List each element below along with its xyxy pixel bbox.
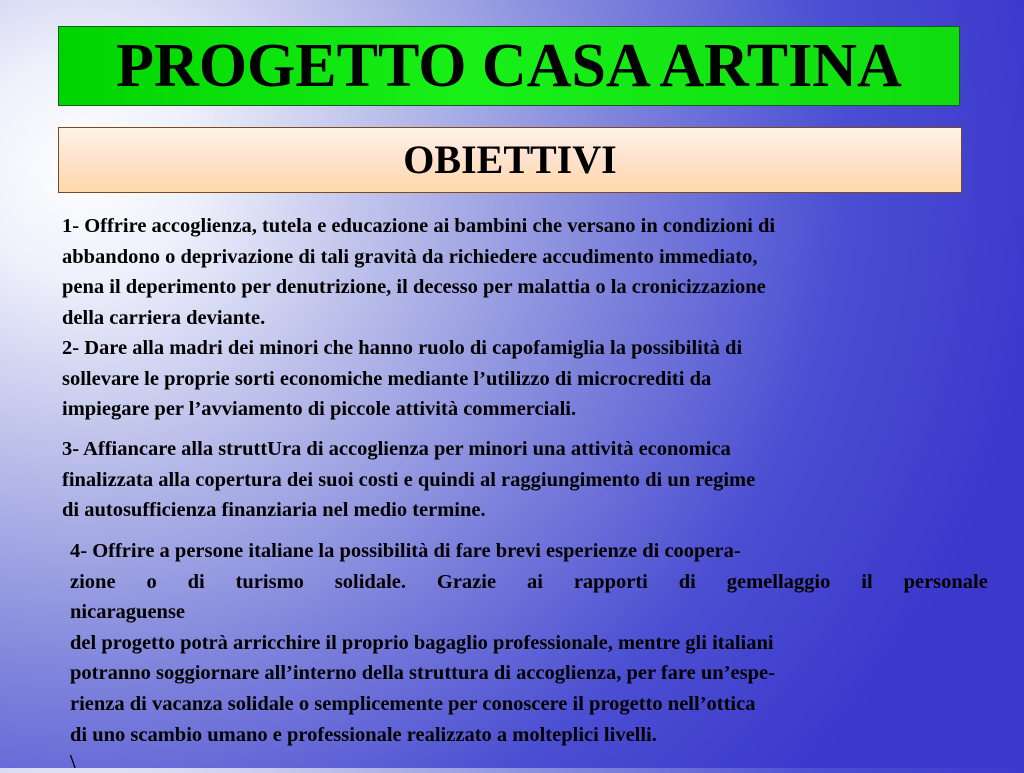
objective-line: 4- Offrire a persone italiane la possibilità di fare brevi esperienze di coopera- (70, 540, 741, 562)
objective-4 (70, 536, 988, 750)
word: di (678, 570, 696, 593)
objective-line: nicaraguense (70, 601, 186, 624)
word: turismo (235, 570, 304, 593)
objective-line: abbandono o deprivazione di tali gravità da richiedere accudimento immediato, (62, 245, 758, 268)
objective-line: di autosufficienza finanziaria nel medio termine. (62, 499, 486, 522)
objective-line: potranno soggiornare all’interno della struttura di accoglienza, per fare un’espe- (70, 662, 775, 685)
trailing-mark: \ (70, 751, 76, 773)
objective-line-justified (70, 567, 988, 598)
objective-2 (62, 333, 742, 425)
objective-line: 2- Dare alla madri dei minori che hanno ruolo di capofamiglia la possibilità di (62, 337, 743, 359)
word: solidale. (334, 570, 406, 593)
word: personale (903, 570, 988, 593)
word: o (146, 570, 157, 593)
objective-line: della carriera deviante. (62, 306, 266, 329)
slide-title: PROGETTO CASA ARTINA (116, 32, 902, 100)
objective-line: del progetto potrà arricchire il proprio bagaglio professionale, mentre gli italiani (70, 631, 774, 654)
word: ai (526, 570, 543, 593)
objective-line: rienza di vacanza solidale o semplicemente per conoscere il progetto nell’ottica (70, 692, 756, 715)
objective-1 (62, 211, 775, 333)
title-banner (58, 26, 960, 106)
word: gemellaggio (726, 570, 831, 593)
objective-line: finalizzata alla copertura dei suoi costi e quindi al raggiungimento di un regime (62, 468, 756, 491)
word: il (861, 570, 873, 593)
word: rapporti (573, 570, 648, 593)
word: Grazie (436, 570, 497, 593)
objective-line: pena il deperimento per denutrizione, il decesso per malattia o la cronicizzazione (62, 276, 766, 299)
slide-subtitle: OBIETTIVI (403, 137, 617, 182)
objective-line: 1- Offrire accoglienza, tutela e educazione ai bambini che versano in condizioni di (62, 215, 776, 237)
objective-line: impiegare per l’avviamento di piccole attività commerciali. (62, 398, 577, 421)
objective-line: sollevare le proprie sorti economiche mediante l’utilizzo di microcrediti da (62, 367, 712, 390)
word: di (187, 570, 205, 593)
word: zione (70, 570, 116, 593)
objective-3 (62, 434, 755, 526)
objective-line: di uno scambio umano e professionale realizzato a molteplici livelli. (70, 723, 657, 746)
objective-line: 3- Affiancare alla struttUra di accoglienza per minori una attività economica (62, 438, 731, 460)
subtitle-banner (58, 127, 962, 193)
